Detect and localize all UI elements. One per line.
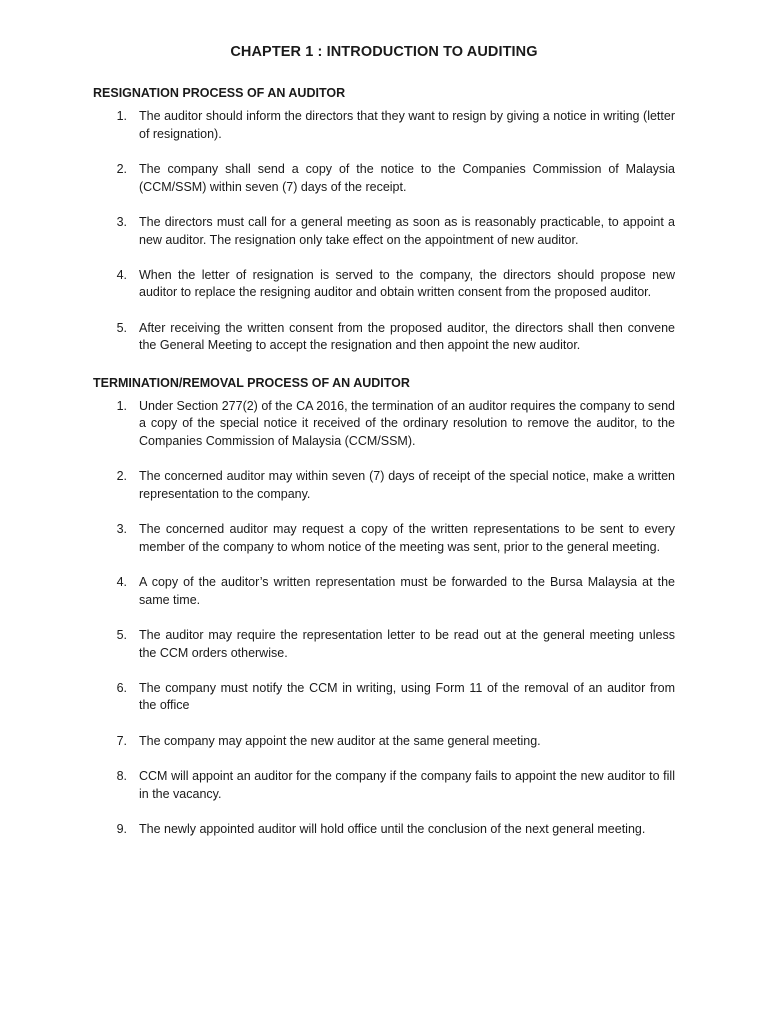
list-item-number: 2. [116,161,127,176]
list-item [93,680,675,715]
list-item [93,320,675,355]
list-item-text: After receiving the written consent from the proposed auditor, the directors shall then convene the General Meeting to accept the resignation and then appoint the new auditor. [139,320,675,353]
list-item-number: 1. [116,398,127,413]
list-item-text: A copy of the auditor’s written representation must be forwarded to the Bursa Malaysia at the same time. [139,574,675,607]
list-item-text: The auditor may require the representation letter to be read out at the general meeting unless the CCM orders otherwise. [139,627,675,660]
list-item-text: When the letter of resignation is served to the company, the directors should propose new auditor to replace the resigning auditor and obtain written consent from the proposed auditor. [139,267,675,300]
list-item-number: 6. [116,680,127,695]
list-item [93,574,675,609]
list-item-number: 3. [116,214,127,229]
list-item [93,468,675,503]
termination-list [93,398,675,839]
list-item [93,161,675,196]
list-item-text: The concerned auditor may within seven (7) days of receipt of the special notice, make a written representation to the company. [139,469,675,501]
list-item-text: CCM will appoint an auditor for the company if the company fails to appoint the new auditor to fill in the vacancy. [139,768,675,801]
list-item [93,821,675,839]
list-item-text: The directors must call for a general meeting as soon as is reasonably practicable, to appoint a new auditor. The resignation only take effect on the appointment of new auditor. [139,214,675,247]
list-item-number: 9. [116,821,127,836]
list-item-number: 2. [116,469,127,484]
list-item-number: 4. [116,574,127,589]
list-item-text: Under Section 277(2) of the CA 2016, the termination of an auditor requires the company to send a copy of the special notice it received of the ordinary resolution to remove the auditor, to the Companies Commission of Malaysia (CCM/SSM). [139,398,675,448]
list-item [93,521,675,556]
list-item-number: 7. [116,733,127,748]
list-item-text: The newly appointed auditor will hold office until the conclusion of the next general meeting. [139,821,646,836]
list-item-text: The company must notify the CCM in writing, using Form 11 of the removal of an auditor from the office [139,680,675,713]
list-item-number: 5. [116,320,127,335]
list-item-number: 3. [116,522,127,537]
section-heading-termination: TERMINATION/REMOVAL PROCESS OF AN AUDITOR [93,375,410,390]
list-item-text: The company may appoint the new auditor at the same general meeting. [139,733,541,748]
resignation-list [93,108,675,355]
list-item-text: The company shall send a copy of the notice to the Companies Commission of Malaysia (CCM/SSM) within seven (7) days of the receipt. [139,161,675,194]
list-item-number: 4. [116,267,127,282]
list-item-number: 8. [116,768,127,783]
list-item-text: The auditor should inform the directors that they want to resign by giving a notice in writing (letter of resignation). [139,109,675,141]
list-item [93,627,675,662]
list-item [93,398,675,451]
list-item-number: 1. [116,109,127,123]
list-item [93,214,675,249]
list-item [93,768,675,803]
list-item [93,267,675,302]
list-item-text: The concerned auditor may request a copy of the written representations to be sent to every member of the company to whom notice of the meeting was sent, prior to the general meeting. [139,522,675,554]
list-item [93,733,675,751]
list-item [93,108,675,143]
page-title: CHAPTER 1 : INTRODUCTION TO AUDITING [230,44,538,60]
section-heading-resignation: RESIGNATION PROCESS OF AN AUDITOR [93,86,346,100]
list-item-number: 5. [116,627,127,642]
